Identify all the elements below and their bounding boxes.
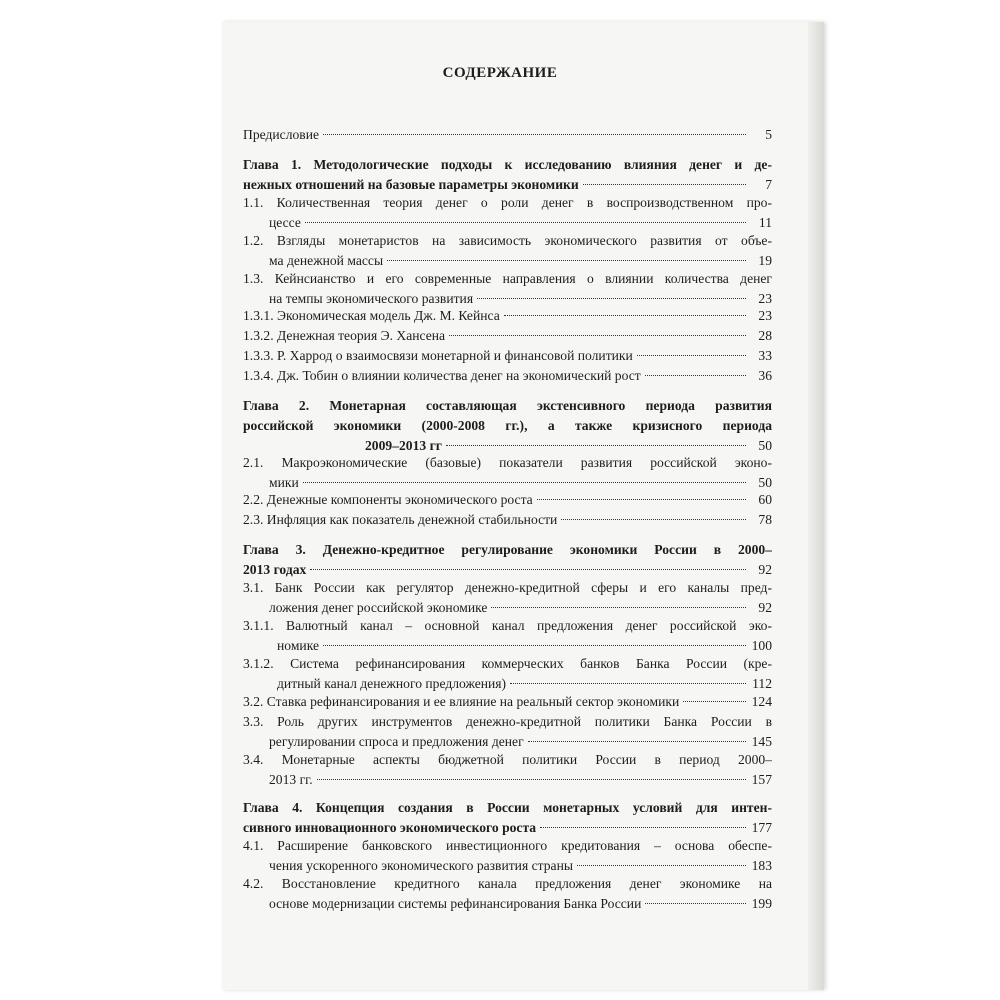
entry-line: 2013 гг. [269,772,313,787]
toc-title: СОДЕРЖАНИЕ [442,65,558,81]
page-number: 60 [758,492,772,507]
entry-line: 2.2. Денежные компоненты экономического роста [243,492,533,507]
entry-line: 3.4. Монетарные аспекты бюджетной политики России в период 2000– [243,752,772,767]
toc-entry-3-2 [243,692,772,712]
leader-dots [645,375,746,376]
leader-dots [577,865,746,866]
leader-dots [449,335,746,336]
toc-entry-chapter-4 [243,798,772,838]
page-number: 36 [758,368,772,383]
entry-line: нежных отношений на базовые параметры экономики [243,177,579,192]
page-edge [808,22,824,990]
leader-dots [528,741,746,742]
toc-entry-4-2 [243,874,772,914]
entry-line: 4.1. Расширение банковского инвестиционного кредитования – основа обеспе- [243,838,772,853]
page-number: 50 [758,475,772,490]
leader-dots [303,482,746,483]
page-number: 183 [751,858,772,873]
page-number: 78 [758,512,772,527]
entry-line: российской экономики (2000-2008 гг.), а также кризисного периода [243,418,772,433]
leader-dots [387,260,746,261]
entry-line: Предисловие [243,127,320,142]
toc-entry-chapter-3 [243,540,772,580]
leader-dots [683,701,746,702]
leader-dots [310,569,746,570]
entry-line: основе модернизации системы рефинансирования Банка России [269,896,642,911]
entry-line: 3.1. Банк России как регулятор денежно-кредитной сферы и его каналы пред- [243,580,772,595]
leader-dots [637,355,746,356]
page-number: 199 [751,896,772,911]
leader-dots [540,827,746,828]
entry-line: цессе [269,215,301,230]
toc-entry-chapter-1 [243,155,772,195]
entry-line: 2.3. Инфляция как показатель денежной стабильности [243,512,558,527]
leader-dots [477,298,746,299]
entry-line: 1.3.4. Дж. Тобин о влиянии количества денег на экономический рост [243,368,641,383]
page-number: 23 [758,291,772,306]
toc-entry-2-2 [243,490,772,510]
page-number: 177 [751,820,772,835]
entry-line: 1.2. Взгляды монетаристов на зависимость экономического развития от объе- [243,233,772,248]
page-number: 5 [765,127,772,142]
page-number: 92 [758,562,772,577]
entry-line: мики [269,475,299,490]
page-number: 19 [758,253,772,268]
leader-dots [537,499,746,500]
page-number: 7 [765,177,772,192]
toc-entry-1-3 [243,269,772,309]
leader-dots [323,645,746,646]
leader-dots [446,445,746,446]
page-number: 33 [758,348,772,363]
entry-line: 4.2. Восстановление кредитного канала предложения денег экономике на [243,876,772,891]
toc-entry-3-1-1 [243,616,772,656]
entry-line: номике [277,638,319,653]
entry-line: Глава 2. Монетарная составляющая экстенсивного периода развития [243,398,772,413]
page-number: 50 [758,438,772,453]
leader-dots [583,184,746,185]
page-number: 157 [751,772,772,787]
toc-entry-1-1 [243,193,772,233]
entry-line: 3.1.2. Система рефинансирования коммерческих банков Банка России (кре- [243,656,772,671]
entry-line: 1.3. Кейнсианство и его современные направления о влиянии количества денег [243,271,772,286]
page-number: 145 [751,734,772,749]
leader-dots [305,222,746,223]
page-number: 124 [751,694,772,709]
toc-entry-2-1 [243,453,772,493]
toc-entry-3-3 [243,712,772,752]
entry-line: 2013 годах [243,562,307,577]
toc-entry-1-2 [243,231,772,271]
entry-line: чения ускоренного экономического развития страны [269,858,573,873]
leader-dots [491,607,746,608]
entry-line: 2.1. Макроэкономические (базовые) показатели развития российской эконо- [243,455,772,470]
entry-line: Глава 4. Концепция создания в России монетарных условий для интен- [243,800,772,815]
entry-line: Глава 3. Денежно-кредитное регулирование экономики России в 2000– [243,542,772,557]
entry-line: 2009–2013 гг [365,438,442,453]
toc-entry-3-1 [243,578,772,618]
page-number: 11 [758,215,772,230]
entry-line: 3.1.1. Валютный канал – основной канал предложения денег российской эко- [243,618,772,633]
page-number: 100 [751,638,772,653]
toc-entry-3-4 [243,750,772,790]
toc-entry-1-3-4 [243,366,772,386]
entry-line: 1.1. Количественная теория денег о роли денег в воспроизводственном про- [243,195,772,210]
entry-line: на темпы экономического развития [269,291,474,306]
entry-line: ложения денег российской экономике [269,600,488,615]
entry-line: 1.3.2. Денежная теория Э. Хансена [243,328,446,343]
entry-line: 3.2. Ставка рефинансирования и ее влияние на реальный сектор экономики [243,694,680,709]
leader-dots [317,779,746,780]
toc-entry-3-1-2 [243,654,772,694]
leader-dots [561,519,746,520]
entry-line: регулировании спроса и предложения денег [269,734,524,749]
toc-entry-2-3 [243,510,772,530]
toc-entry-4-1 [243,836,772,876]
toc-entry-1-3-1 [243,306,772,326]
entry-line: ма денежной массы [269,253,384,268]
entry-line: 3.3. Роль других инструментов денежно-кредитной политики Банка России в [243,714,772,729]
toc-entry-1-3-2 [243,326,772,346]
leader-dots [323,134,746,135]
entry-line: Глава 1. Методологические подходы к исследованию влияния денег и де- [243,157,772,172]
page-number: 112 [752,676,772,691]
toc-entry-1-3-3 [243,346,772,366]
page-number: 92 [758,600,772,615]
leader-dots [510,683,746,684]
entry-line: 1.3.1. Экономическая модель Дж. М. Кейнса [243,308,500,323]
entry-line: 1.3.3. Р. Харрод о взаимосвязи монетарной и финансовой политики [243,348,633,363]
entry-line: сивного инновационного экономического роста [243,820,537,835]
leader-dots [504,315,746,316]
page-number: 23 [758,308,772,323]
toc-entry-preface [243,125,772,145]
page-number: 28 [758,328,772,343]
entry-line: дитный канал денежного предложения) [277,676,507,691]
leader-dots [645,903,746,904]
toc-entry-chapter-2 [243,396,772,456]
